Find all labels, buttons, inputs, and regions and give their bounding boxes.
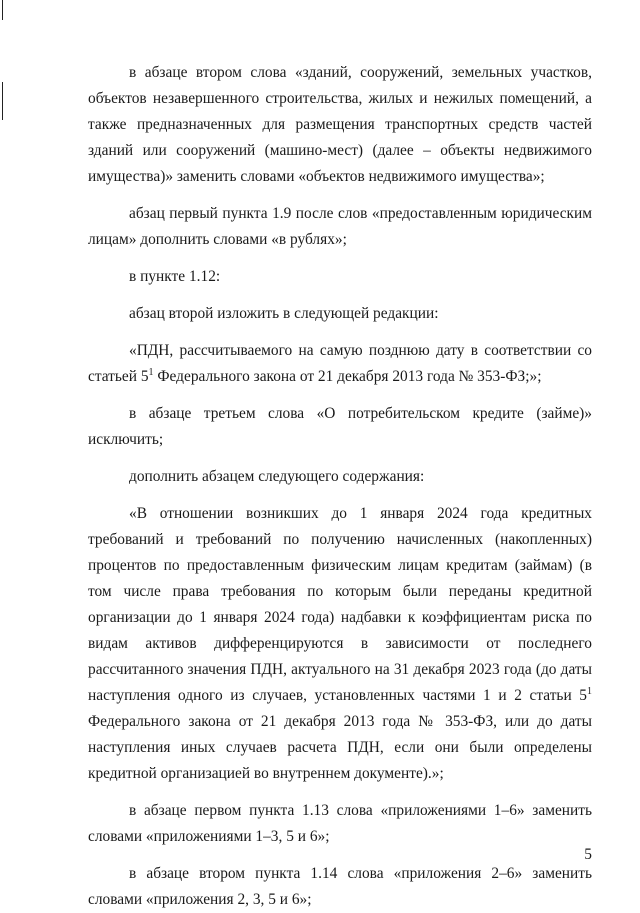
superscript-1: 1 [148, 366, 154, 378]
paragraph-8-text-b: Федерального закона от 21 декабря 2013 года № 353-ФЗ, или до даты наступления иных случаев расчета ПДН, если они были определены кредитной организацией во внутреннем документе).»; [88, 713, 592, 782]
page-number: 5 [584, 846, 592, 863]
paragraph-5-text-b: Федерального закона от 21 декабря 2013 года № 353-ФЗ;»; [153, 368, 542, 385]
scan-edge-mark [2, 82, 3, 120]
paragraph-3: в пункте 1.12: [129, 268, 221, 285]
paragraph-2: абзац первый пункта 1.9 после слов «предоставленным юридическим лицам» дополнить словами «в рублях»; [88, 205, 592, 248]
paragraph-7: дополнить абзацем следующего содержания: [129, 468, 425, 485]
paragraph-6: в абзаце третьем слова «О потребительском кредите (займе)» исключить; [88, 405, 592, 448]
paragraph-9: в абзаце первом пункта 1.13 слова «приложениями 1–6» заменить словами «приложениями 1–3, 5 и 6»; [88, 802, 592, 845]
superscript-2: 1 [587, 685, 592, 697]
paragraph-5-text-a: «ПДН, рассчитываемого на самую позднюю дату в соответствии со статьей 5 [88, 342, 592, 385]
paragraph-10: в абзаце втором пункта 1.14 слова «приложения 2–6» заменить словами «приложения 2, 3, 5 и 6»; [88, 865, 592, 908]
paragraph-1: в абзаце втором слова «зданий, сооружений, земельных участков, объектов незавершенного строительства, жилых и нежилых помещений, а также предназначенных для размещения транспортных средств частей зданий или сооружений (машино-мест) (далее – объекты недвижимого имущества)» заменить словами «объектов недвижимого имущества»; [88, 64, 592, 185]
document-body [88, 60, 592, 913]
paragraph-5 [88, 338, 592, 390]
paragraph-8 [88, 501, 592, 787]
scan-edge-mark-top [2, 0, 3, 20]
paragraph-4: абзац второй изложить в следующей редакции: [129, 305, 439, 322]
paragraph-8-text-a: «В отношении возникших до 1 января 2024 года кредитных требований и требований по получению начисленных (накопленных) процентов по предоставленным физическим лицам кредитам (займам) (в том числе права требования по которым были переданы кредитной организации до 1 января 2024 года) надбавки к коэффициентам риска по видам активов дифференцируются в зависимости от последнего рассчитанного значения ПДН, актуального на 31 декабря 2023 года (до даты наступления одного из случаев, установленных частями 1 и 2 статьи 5 [88, 505, 592, 704]
